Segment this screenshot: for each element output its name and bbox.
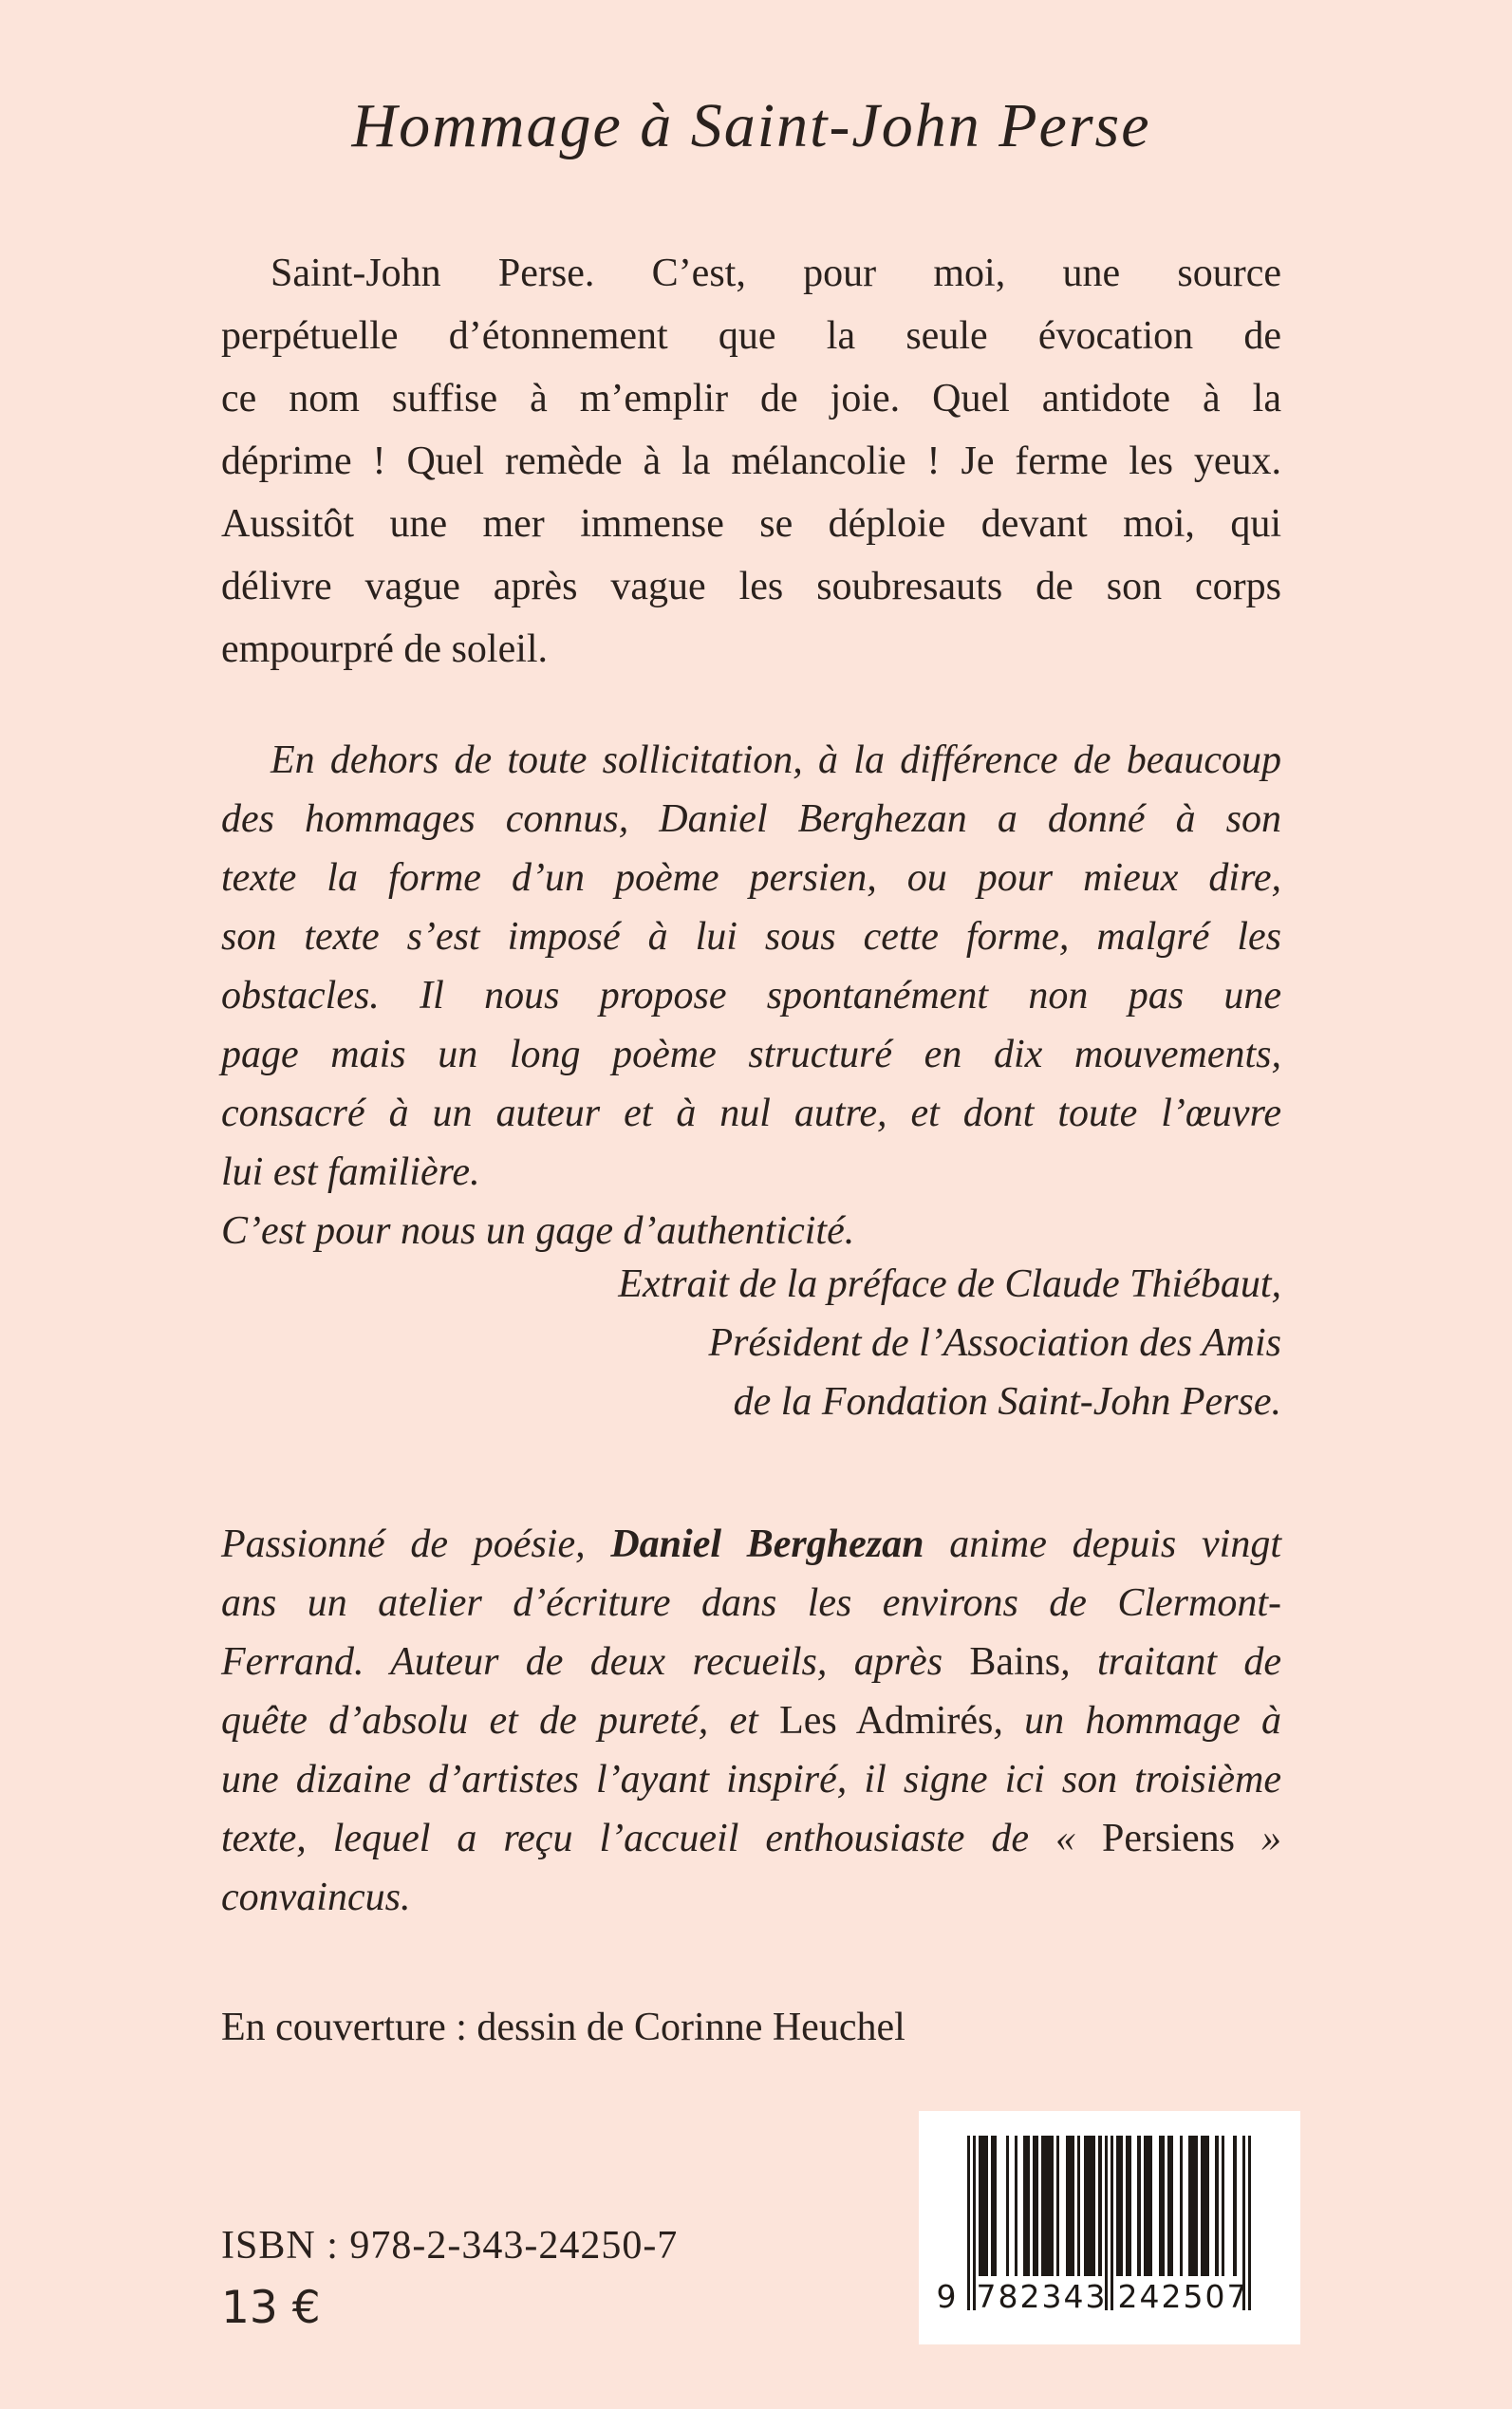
text-line: lui est familière. — [221, 1150, 480, 1194]
barcode-bar — [1027, 2136, 1030, 2276]
text-line — [221, 1691, 1281, 1750]
barcode-bar — [1119, 2136, 1122, 2276]
text-line — [221, 1574, 1281, 1633]
barcode-bar — [1206, 2136, 1209, 2276]
barcode-bar — [1056, 2136, 1059, 2276]
text-segment: , un hommage à — [993, 1699, 1282, 1743]
barcode — [919, 2111, 1300, 2344]
barcode-bar — [1137, 2136, 1140, 2276]
preface-attribution — [221, 1255, 1281, 1431]
text-segment: , traitant de — [1060, 1640, 1281, 1684]
book-title: Hommage à Saint-John Perse — [351, 91, 1151, 160]
text-line: ce nom suffise à m’emplir de joie. Quel antidote à la — [221, 377, 1281, 420]
text-segment: Les Admirés — [779, 1699, 994, 1743]
quote-paragraph-1 — [221, 242, 1281, 681]
barcode-lead-digit: 9 — [936, 2278, 957, 2315]
barcode-bar — [1006, 2136, 1009, 2276]
text-line: son texte s’est imposé à lui sous cette forme, malgré les — [221, 915, 1281, 959]
text-segment: Bains — [969, 1640, 1061, 1684]
text-line: texte la forme d’un poème persien, ou pour mieux dire, — [221, 856, 1281, 900]
barcode-bar — [1233, 2136, 1236, 2276]
text-line: des hommages connus, Daniel Berghezan a donné à son — [221, 797, 1281, 841]
barcode-digit-group-1: 782343 — [976, 2278, 1108, 2315]
text-segment: Passionné de poésie, — [221, 1522, 611, 1566]
attribution-line: de la Fondation Saint-John Perse. — [733, 1380, 1281, 1424]
barcode-bar — [1215, 2136, 1218, 2276]
text-segment: quête d’absolu et de pureté, et — [221, 1699, 780, 1743]
text-segment: Persiens — [1102, 1817, 1235, 1860]
barcode-bar — [1015, 2136, 1017, 2276]
text-line — [221, 1868, 1281, 1927]
text-line — [221, 1633, 1281, 1691]
text-line: empourpré de soleil. — [221, 627, 549, 671]
text-segment: convaincus. — [221, 1876, 411, 1919]
text-line — [221, 1515, 1281, 1574]
barcode-bar — [994, 2136, 997, 2276]
barcode-bar — [1072, 2136, 1074, 2276]
barcode-digits — [936, 2276, 1253, 2315]
text-line: perpétuelle d’étonnement que la seule évocation de — [221, 314, 1281, 358]
text-segment: ans un atelier d’écriture dans les environs de Clermont- — [221, 1581, 1281, 1625]
isbn-line: ISBN : 978-2-343-24250-7 — [221, 2224, 679, 2268]
text-line — [221, 1809, 1281, 1868]
barcode-bar — [1149, 2136, 1152, 2276]
text-line: consacré à un auteur et à nul autre, et dont toute l’œuvre — [221, 1092, 1281, 1135]
text-segment: une dizaine d’artistes l’ayant inspiré, il signe ici son troisième — [221, 1758, 1281, 1802]
text-line: page mais un long poème structuré en dix mouvements, — [221, 1033, 1281, 1076]
text-segment: Ferrand. Auteur de deux recueils, après — [221, 1640, 970, 1684]
barcode-bar — [1051, 2136, 1054, 2276]
barcode-bar — [1222, 2136, 1224, 2276]
text-line: déprime ! Quel remède à la mélancolie ! Je ferme les yeux. — [221, 439, 1281, 483]
text-segment: texte, lequel a reçu l’accueil enthousiaste de « — [221, 1817, 1102, 1860]
text-line: Saint-John Perse. C’est, pour moi, une source — [271, 252, 1281, 295]
attribution-line: Extrait de la préface de Claude Thiébaut, — [618, 1262, 1281, 1306]
text-line: C’est pour nous un gage d’authenticité. — [221, 1209, 855, 1253]
text-line: En dehors de toute sollicitation, à la différence de beaucoup — [271, 738, 1281, 782]
text-line: Aussitôt une mer immense se déploie devant moi, qui — [221, 502, 1281, 546]
quote-paragraph-2 — [221, 731, 1281, 1261]
attribution-line: Président de l’Association des Amis — [708, 1321, 1281, 1365]
text-line: obstacles. Il nous propose spontanément non pas une — [221, 974, 1281, 1018]
author-bio — [221, 1515, 1281, 1927]
barcode-digit-group-2: 242507 — [1117, 2278, 1249, 2315]
cover-credit: En couverture : dessin de Corinne Heuchel — [221, 2006, 905, 2049]
barcode-bar — [1098, 2136, 1101, 2276]
barcode-bar — [984, 2136, 987, 2276]
barcode-bar — [1036, 2136, 1038, 2276]
barcode-bars — [936, 2136, 1253, 2316]
barcode-bar — [1180, 2136, 1183, 2276]
barcode-bar — [1129, 2136, 1131, 2276]
barcode-bar — [1170, 2136, 1173, 2276]
barcode-bar — [1077, 2136, 1080, 2276]
text-line: délivre vague après vague les soubresauts de son corps — [221, 565, 1281, 608]
barcode-bar — [1092, 2136, 1095, 2276]
text-segment: anime depuis vingt — [924, 1522, 1281, 1566]
text-line — [221, 1750, 1281, 1809]
text-segment: Daniel Berghezan — [610, 1522, 924, 1566]
text-segment: » — [1235, 1817, 1281, 1860]
barcode-bar — [1194, 2136, 1197, 2276]
price: 13 € — [221, 2282, 321, 2334]
barcode-bar — [1162, 2136, 1165, 2276]
